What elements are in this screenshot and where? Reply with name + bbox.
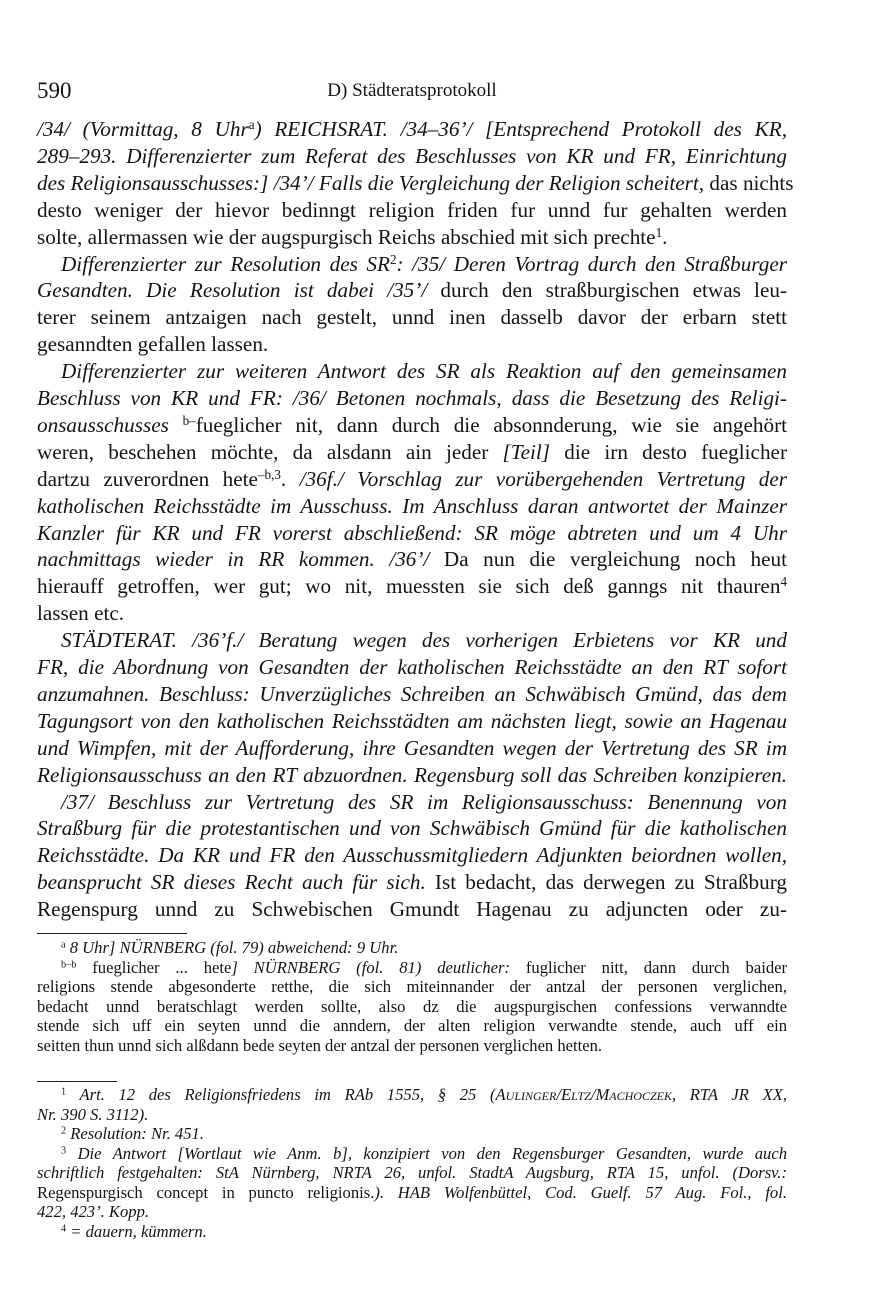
text-line <box>37 681 787 707</box>
text-line <box>37 842 787 868</box>
footnote-line <box>37 1144 787 1164</box>
italic-text: nachmittags wieder in RR kommen. /36’/ <box>37 547 430 572</box>
italic-text: katholischen Reichsstädte im Ausschuss. Im Anschluss daran antwortet der Mainzer <box>37 493 787 518</box>
italic-text: ). HAB Wolfenbüttel, Cod. Guelf. 57 Aug. Fol., fol. <box>374 1182 787 1202</box>
roman-text: das nichts <box>704 170 794 195</box>
text-line <box>37 251 787 277</box>
note-marker: a <box>61 939 66 951</box>
roman-text: religions stende abgesonderte retthe, die sich miteinnander der antzal der personen verglichen, <box>37 977 787 996</box>
note-marker: a <box>248 116 255 132</box>
italic-text: des Religionsausschusses:] /34’/ Falls die Vergleichung der Religion scheitert, <box>37 170 705 195</box>
note-marker: 3 <box>61 1144 67 1156</box>
text-line <box>37 869 787 895</box>
page-number: 590 <box>37 78 72 103</box>
roman-text: gesanndten gefallen lassen. <box>37 332 269 357</box>
footnote-line <box>37 1222 787 1242</box>
italic-text: 289–293. Differenzierter zum Referat des Beschlusses von KR und FR, Einrichtung <box>37 143 787 168</box>
italic-text: Art. 12 des Religionsfriedens im RAb 1555, § 25 ( <box>66 1085 496 1104</box>
footnote-line <box>37 1036 787 1056</box>
running-title: D) Städteratsprotokoll <box>327 80 497 101</box>
roman-text: stende sich uff ein seyten unnd die anndern, der alten religion verwandte stende, auch uff ein <box>37 1016 787 1035</box>
text-line <box>37 385 787 411</box>
footnote-line <box>37 938 787 958</box>
text-line <box>37 358 787 384</box>
text-line <box>37 466 787 492</box>
roman-text: Regenspurg unnd zu Schwebischen Gmundt Hagenau zu adjuncten oder zu- <box>37 897 787 922</box>
italic-text: STÄDTERAT. /36’f./ Beratung wegen des vorherigen Erbietens vor KR und <box>61 628 787 653</box>
roman-text: fueglicher nit, dann durch die absonnderung, wie sie angehört <box>195 412 788 437</box>
italic-text: : /35/ Deren Vortrag durch den Straßburger <box>396 251 787 276</box>
note-marker: b–b <box>61 958 77 970</box>
italic-text: Differenzierter zur Resolution des SR <box>61 251 390 276</box>
small-caps-text: Aulinger/Eltz/Machoczek <box>495 1085 672 1104</box>
italic-text: Reichsstädte. Da KR und FR den Ausschussmitgliedern Adjunkten beiordnen wollen, <box>37 843 787 868</box>
footnote-line <box>37 1105 787 1125</box>
text-line <box>37 627 787 653</box>
note-marker: 4 <box>780 574 787 590</box>
italic-text: FR, die Abordnung von Gesandten der katholischen Reichsstädte an den RT sofort <box>37 655 787 679</box>
roman-text: Ist bedacht, das derwegen zu Straßburg <box>425 870 787 895</box>
italic-text: Tagungsort von den katholischen Reichsstädten am nächsten liegt, sowie an Hagenau <box>37 708 787 733</box>
text-line <box>37 789 787 815</box>
note-marker: 1 <box>61 1086 67 1098</box>
roman-text: desto weniger der hievor bedinngt religion friden fur unnd fur gehalten werden <box>37 197 787 222</box>
italic-text: schriftlich festgehalten: StA Nürnberg, NRTA 26, unfol. StadtA Augsburg, RTA 15, unfol. (Dorsv.: <box>37 1163 787 1182</box>
roman-text: bedacht unnd beratschlagt werden sollte, also dz die augspurgischen confessions verwanndte <box>37 996 787 1016</box>
italic-text: [Teil] <box>502 439 551 464</box>
footnote-line <box>37 1183 787 1203</box>
footnote-line <box>37 997 787 1017</box>
text-line <box>37 412 787 438</box>
italic-text: 8 Uhr] NÜRNBERG (fol. 79) abweichend: 9 Uhr. <box>65 938 399 957</box>
note-marker: –b,3 <box>257 466 281 482</box>
roman-text: die irn desto fueglicher <box>550 439 787 464</box>
text-line <box>37 762 787 788</box>
italic-text: = dauern, kümmern. <box>66 1221 207 1241</box>
italic-text: beansprucht SR dieses Recht auch für sich. <box>37 870 426 895</box>
italic-text: Gesandten. Die Resolution ist dabei /35’/ <box>37 278 428 303</box>
text-line <box>37 224 787 250</box>
italic-text: Straßburg für die protestantischen und von Schwäbisch Gmünd für die katholischen <box>37 816 787 841</box>
italic-text: Resolution: Nr. 451. <box>66 1124 204 1143</box>
italic-text: Die Antwort [Wortlaut wie Anm. b], konzipiert von den Regensburger Gesandten, wurde auch <box>66 1143 787 1163</box>
note-marker: b– <box>182 412 196 428</box>
italic-text: /34/ (Vormittag, 8 Uhr <box>37 117 249 141</box>
note-marker: 2 <box>389 251 397 267</box>
textual-notes-separator <box>37 933 187 934</box>
roman-text: . <box>280 466 300 491</box>
note-marker: 4 <box>61 1222 67 1234</box>
italic-text: Kanzler für KR und FR vorerst abschließend: SR möge abtreten und um 4 Uhr <box>37 520 787 545</box>
footnote-line <box>37 1016 787 1036</box>
roman-text: hierauff getroffen, wer gut; wo nit, muessten sie sich deß ganngs nit thauren <box>37 574 781 599</box>
roman-text: Da nun die vergleichung noch heut <box>429 547 787 572</box>
text-line <box>37 170 794 196</box>
commentary-notes-separator <box>37 1081 117 1082</box>
italic-text: ) REICHSRAT. /34–36’/ [Entsprechend Protokoll des KR, <box>254 117 787 141</box>
footnote-line <box>37 1163 787 1183</box>
text-line <box>37 573 787 599</box>
footnote-line <box>37 1124 787 1144</box>
text-line <box>37 493 787 519</box>
italic-text: anzumahnen. Beschluss: Unverzügliches Schreiben an Schwäbisch Gmünd, das dem <box>37 681 787 706</box>
text-line <box>37 197 787 223</box>
note-marker: 2 <box>61 1125 67 1137</box>
italic-text: /36f./ Vorschlag zur vorübergehenden Vertretung der <box>299 466 787 491</box>
text-line <box>37 896 787 922</box>
roman-text: fuglicher nitt, dann durch baider <box>510 957 788 977</box>
text-line <box>37 116 787 142</box>
text-line <box>37 600 787 626</box>
footnote-line <box>37 1202 787 1222</box>
roman-text: . <box>662 224 668 249</box>
text-line <box>37 654 787 680</box>
footnote-line <box>37 958 787 978</box>
italic-text: Differenzierter zur weiteren Antwort des SR als Reaktion auf den gemeinsamen <box>61 359 787 384</box>
running-head <box>37 78 787 106</box>
text-line <box>37 304 787 330</box>
roman-text: seitten thun unnd sich alßdann bede seyten der antzal der personen verglichen hetten. <box>37 1035 603 1055</box>
italic-text: und Wimpfen, mit der Aufforderung, ihre Gesandten wegen der Vertretung des SR im <box>37 735 787 760</box>
roman-text: Regenspurgisch concept in puncto religionis. <box>37 1182 375 1202</box>
italic-text: Nr. 390 S. 3112). <box>37 1104 149 1124</box>
text-line <box>37 520 787 546</box>
roman-text: terer seinem antzaigen nach gestelt, unnd inen dasselb davor der erbarn stett <box>37 305 787 330</box>
text-line <box>37 546 787 572</box>
roman-text: lassen etc. <box>37 601 125 626</box>
roman-text: weren, beschehen möchte, da alsdann ain jeder <box>37 439 503 464</box>
roman-text: fueglicher ... hete <box>76 957 232 977</box>
text-line <box>37 143 787 169</box>
text-line <box>37 277 787 303</box>
italic-text: Beschluss von KR und FR: /36/ Betonen nochmals, dass die Besetzung des Religi- <box>37 386 787 410</box>
note-marker: 1 <box>655 224 663 240</box>
text-line <box>37 331 787 357</box>
footnote-line <box>37 977 787 997</box>
italic-text: , RTA JR XX, <box>671 1085 787 1104</box>
italic-text: 422, 423’. Kopp. <box>37 1202 150 1221</box>
roman-text: durch den straßburgischen etwas leu- <box>427 278 787 303</box>
italic-text: Religionsausschuss an den RT abzuordnen. Regensburg soll das Schreiben konzipieren. <box>37 762 787 787</box>
roman-text: solte, allermassen wie der augspurgisch Reichs abschied mit sich prechte <box>37 224 656 249</box>
roman-text: dartzu zuverordnen hete <box>37 466 258 491</box>
text-line <box>37 735 787 761</box>
italic-text: /37/ Beschluss zur Vertretung des SR im Religionsausschuss: Benennung von <box>61 789 787 814</box>
text-line <box>37 815 787 841</box>
italic-text: onsausschusses <box>37 412 183 437</box>
italic-text: ] NÜRNBERG (fol. 81) deutlicher: <box>231 957 511 977</box>
footnote-line <box>37 1085 787 1105</box>
text-line <box>37 439 787 465</box>
text-line <box>37 708 787 734</box>
